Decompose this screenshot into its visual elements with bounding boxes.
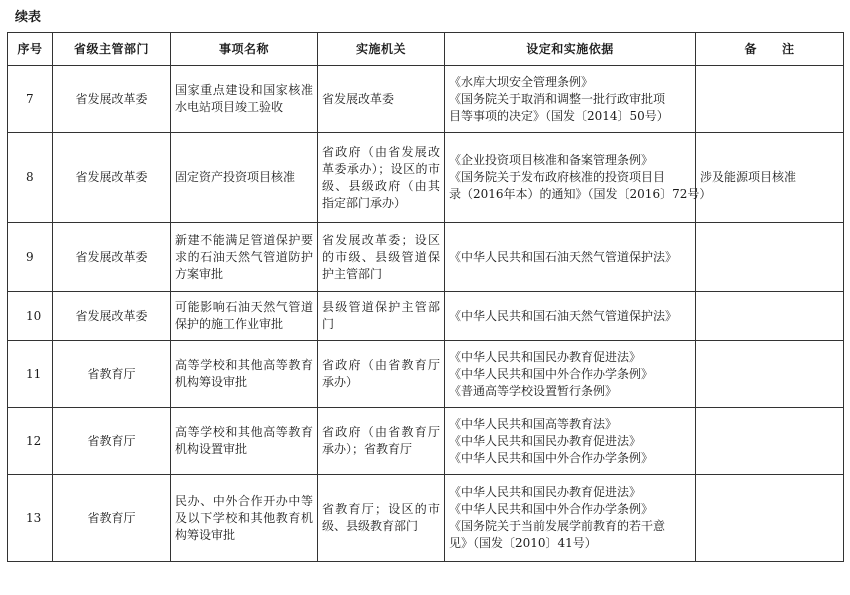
cell-department: 省教育厅 [53,475,171,562]
basis-line: 《中华人民共和国石油天然气管道保护法》 [449,308,678,323]
cell-note [696,475,844,562]
basis-line: 见》（国发〔2010〕41号） [449,536,597,550]
cell-agency: 省教育厅；设区的市级、县级教育部门 [318,475,445,562]
table-row [8,341,844,408]
cell-basis [445,66,696,133]
cell-seq: 8 [8,133,53,223]
table-row [8,408,844,475]
basis-line: 录（2016年本）的通知》（国发〔2016〕72号） [449,187,712,201]
cell-seq: 12 [8,408,53,475]
cell-agency: 省政府（由省教育厅承办）；省教育厅 [318,408,445,475]
cell-item-name: 高等学校和其他高等教育机构设置审批 [171,408,318,475]
cell-agency: 省发展改革委 [318,66,445,133]
basis-line: 《普通高等学校设置暂行条例》 [449,383,618,398]
cell-agency: 省发展改革委；设区的市级、县级管道保护主管部门 [318,223,445,292]
cell-seq: 11 [8,341,53,408]
cell-note [696,341,844,408]
cell-note [696,223,844,292]
basis-line: 《国务院关于取消和调整一批行政审批项 [449,91,666,106]
basis-line: 《中华人民共和国高等教育法》 [449,416,618,431]
cell-seq: 9 [8,223,53,292]
cell-basis [445,133,712,223]
header-department: 省级主管部门 [53,33,171,66]
cell-item-name: 可能影响石油天然气管道保护的施工作业审批 [171,292,318,341]
table-row [8,475,844,562]
basis-line: 《中华人民共和国中外合作办学条例》 [449,450,654,465]
header-seq: 序号 [8,33,53,66]
cell-department: 省发展改革委 [53,133,171,223]
cell-department: 省教育厅 [53,341,171,408]
table-row [8,223,844,292]
cell-item-name: 高等学校和其他高等教育机构筹设审批 [171,341,318,408]
basis-line: 《中华人民共和国民办教育促进法》 [449,485,642,499]
cell-department: 省发展改革委 [53,223,171,292]
cell-note [696,408,844,475]
cell-seq: 10 [8,292,53,341]
cell-note [696,66,844,133]
cell-item-name: 民办、中外合作开办中等及以下学校和其他教育机构筹设审批 [171,475,318,562]
basis-line: 《中华人民共和国石油天然气管道保护法》 [449,249,678,264]
table-row [8,66,844,133]
basis-line: 《中华人民共和国民办教育促进法》 [449,433,642,448]
cell-item-name: 固定资产投资项目核准 [171,133,318,223]
basis-line: 《中华人民共和国民办教育促进法》 [449,349,642,364]
cell-basis [445,292,696,341]
cell-department: 省发展改革委 [53,292,171,341]
basis-line: 目等事项的决定》（国发〔2014〕50号） [449,108,669,123]
basis-line: 《国务院关于当前发展学前教育的若干意 [449,519,666,533]
cell-agency: 县级管道保护主管部门 [318,292,445,341]
cell-item-name: 新建不能满足管道保护要求的石油天然气管道防护方案审批 [171,223,318,292]
basis-line: 《中华人民共和国中外合作办学条例》 [449,366,654,381]
header-note: 备 注 [696,33,844,66]
cell-department: 省发展改革委 [53,66,171,133]
header-basis: 设定和实施依据 [445,33,696,66]
cell-basis [445,408,696,475]
basis-line: 《国务院关于发布政府核准的投资项目目 [449,170,666,184]
table-row [8,133,844,223]
cell-seq: 13 [8,475,53,562]
approval-items-table [7,32,844,562]
cell-basis [445,341,696,408]
cell-note [696,292,844,341]
basis-line: 《水库大坝安全管理条例》 [449,74,594,89]
cell-basis [445,223,696,292]
table-caption: 续表 [15,10,42,25]
cell-item-name: 国家重点建设和国家核准水电站项目竣工验收 [171,66,318,133]
basis-line: 《中华人民共和国中外合作办学条例》 [449,502,654,516]
header-row [8,33,844,66]
header-item-name: 事项名称 [171,33,318,66]
cell-department: 省教育厅 [53,408,171,475]
cell-agency: 省政府（由省发展改革委承办）；设区的市级、县级政府（由其指定部门承办） [318,133,445,223]
cell-note: 涉及能源项目核准 [696,133,844,223]
table-row [8,292,844,341]
basis-line: 《企业投资项目核准和备案管理条例》 [449,153,654,167]
cell-seq: 7 [8,66,53,133]
cell-basis [445,475,696,562]
header-agency: 实施机关 [318,33,445,66]
cell-agency: 省政府（由省教育厅承办） [318,341,445,408]
